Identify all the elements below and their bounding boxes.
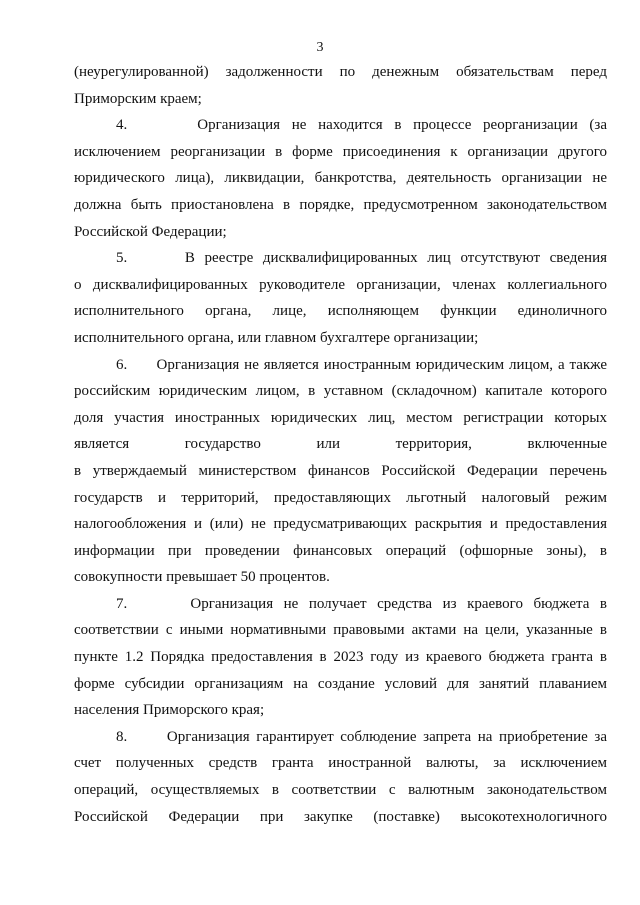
paragraph-8 (74, 724, 607, 830)
text-line: соответствии с иными нормативными правовыми актами на цели, указанные в (74, 622, 607, 639)
text-line: 6. Организация не является иностранным юридическим лицом, а также (116, 356, 607, 373)
text-line: российским юридическим лицом, в уставном (складочном) капитале которого (74, 383, 607, 400)
paragraph-7 (74, 591, 607, 724)
page-number: 3 (316, 40, 324, 55)
text-line: исполнительного органа, или главном бухгалтере организации; (74, 329, 479, 346)
text-line: 8. Организация гарантирует соблюдение запрета на приобретение за (116, 728, 607, 745)
text-line: в утверждаемый министерством финансов Российской Федерации перечень (74, 462, 607, 479)
text-line: Российской Федерации; (74, 223, 227, 240)
text-line: Российской Федерации при закупке (поставке) высокотехнологичного (74, 808, 607, 825)
text-line: счет полученных средств гранта иностранной валюты, за исключением (74, 755, 607, 772)
text-line: является государство или территория, включенные (74, 436, 607, 453)
text-line: операций, осуществляемых в соответствии с валютным законодательством (74, 782, 607, 799)
text-line: 4. Организация не находится в процессе реорганизации (за (116, 117, 607, 134)
text-line: должна быть приостановлена в порядке, предусмотренном законодательством (74, 196, 607, 213)
text-line: 7. Организация не получает средства из краевого бюджета в (116, 595, 607, 612)
paragraph-6 (74, 352, 607, 591)
text-line: о дисквалифицированных руководителе организации, членах коллегиального (74, 276, 607, 293)
text-line: информации при проведении финансовых операций (офшорные зоны), в (74, 542, 607, 559)
text-line: доля участия иностранных юридических лиц, местом регистрации которых (74, 409, 607, 426)
document-body (74, 59, 607, 830)
text-line: налогообложения и (или) не предусматривающих раскрытия и предоставления (74, 516, 607, 533)
paragraph-3-continuation (74, 59, 607, 112)
text-line: (неурегулированной) задолженности по денежным обязательствам перед (74, 64, 607, 80)
paragraph-4 (74, 112, 607, 245)
paragraph-5 (74, 245, 607, 351)
text-line: пункте 1.2 Порядка предоставления в 2023 году из краевого бюджета гранта в (74, 649, 607, 666)
text-line: государств и территорий, предоставляющих льготный налоговый режим (74, 489, 607, 506)
text-line: исключением реорганизации в форме присоединения к организации другого (74, 143, 607, 160)
text-line: юридического лица), ликвидации, банкротства, деятельность организации не (74, 170, 607, 187)
text-line: совокупности превышает 50 процентов. (74, 569, 330, 586)
text-line: населения Приморского края; (74, 702, 265, 719)
text-line: исполнительного органа, лице, исполняющем функции единоличного (74, 303, 607, 320)
text-line: Приморским краем; (74, 90, 202, 107)
text-line: форме субсидии организациям на создание условий для занятий плаванием (74, 675, 607, 692)
text-line: 5. В реестре дисквалифицированных лиц отсутствуют сведения (116, 250, 607, 267)
